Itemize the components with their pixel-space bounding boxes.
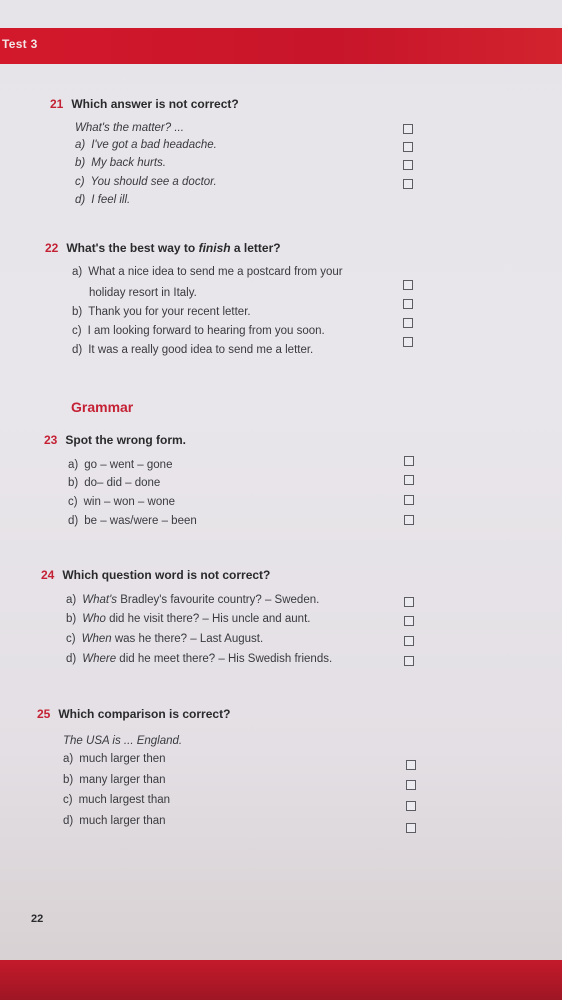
answer-checkbox[interactable] (403, 299, 413, 309)
answer-checkbox[interactable] (404, 495, 414, 505)
answer-checkbox[interactable] (404, 515, 414, 525)
option-a (75, 139, 217, 151)
question-text: Which answer is not correct? (71, 97, 239, 111)
option-text: much largest than (78, 794, 171, 806)
answer-checkbox[interactable] (404, 616, 414, 626)
answer-checkbox[interactable] (403, 160, 413, 170)
question-23 (44, 433, 186, 447)
option-letter: a) (72, 266, 83, 278)
option-b (75, 157, 166, 169)
option-letter: d) (66, 653, 77, 665)
option-d (68, 515, 197, 527)
option-c (66, 633, 263, 645)
option-text: It was a really good idea to send me a letter. (88, 344, 314, 356)
option-a-continued: holiday resort in Italy. (89, 287, 197, 299)
question-number: 24 (41, 568, 55, 582)
section-title-grammar: Grammar (71, 399, 134, 415)
option-letter: c) (66, 633, 76, 645)
option-b (68, 477, 160, 489)
option-text: do– did – done (84, 477, 161, 489)
option-b (66, 613, 310, 625)
option-text: What a nice idea to send me a postcard from your (88, 266, 343, 278)
option-letter: b) (68, 477, 79, 489)
option-letter: c) (75, 176, 85, 188)
option-a (68, 459, 172, 471)
answer-checkbox[interactable] (404, 597, 414, 607)
footer-band (0, 960, 562, 1000)
option-c (68, 496, 175, 508)
option-text: was he there? – Last August. (111, 633, 264, 645)
option-text: be – was/were – been (84, 515, 197, 527)
option-text: did he meet there? – His Swedish friends. (116, 653, 333, 665)
question-word: Where (82, 653, 117, 665)
answer-checkbox[interactable] (404, 656, 414, 666)
option-letter: a) (63, 753, 74, 765)
question-prompt: The USA is ... England. (63, 735, 183, 747)
question-text-emphasis: finish (198, 241, 231, 255)
option-d (72, 344, 313, 356)
option-d (75, 194, 130, 206)
option-text: I feel ill. (91, 194, 131, 206)
option-text: much larger than (79, 815, 166, 827)
answer-checkbox[interactable] (406, 760, 416, 770)
option-c (63, 794, 170, 806)
option-c (72, 325, 325, 337)
option-text: You should see a doctor. (90, 176, 217, 188)
option-letter: a) (75, 139, 86, 151)
option-letter: a) (68, 459, 79, 471)
option-c (75, 176, 217, 188)
answer-checkbox[interactable] (403, 337, 413, 347)
header-band (0, 28, 562, 64)
question-text: Which comparison is correct? (58, 707, 231, 721)
question-21 (50, 97, 239, 111)
question-text-a: What's the best way to (66, 241, 199, 255)
option-a (72, 266, 343, 278)
option-d (63, 815, 166, 827)
question-number: 22 (45, 241, 59, 255)
option-text: I am looking forward to hearing from you soon. (87, 325, 325, 337)
option-text: My back hurts. (91, 157, 167, 169)
question-25 (37, 707, 230, 721)
option-text: much larger then (79, 753, 166, 765)
answer-checkbox[interactable] (404, 475, 414, 485)
option-letter: b) (66, 613, 77, 625)
option-b (63, 774, 166, 786)
option-text: Bradley's favourite country? – Sweden. (117, 594, 320, 606)
option-letter: b) (63, 774, 74, 786)
answer-checkbox[interactable] (404, 456, 414, 466)
question-22 (45, 241, 281, 255)
option-text: go – went – gone (84, 459, 173, 471)
answer-checkbox[interactable] (403, 142, 413, 152)
answer-checkbox[interactable] (404, 636, 414, 646)
question-number: 25 (37, 707, 51, 721)
question-word: When (81, 633, 112, 645)
answer-checkbox[interactable] (406, 780, 416, 790)
question-prompt: What's the matter? ... (75, 122, 184, 134)
question-word: What's (82, 594, 118, 606)
page-number: 22 (31, 913, 44, 925)
option-text: did he visit there? – His uncle and aunt. (105, 613, 311, 625)
answer-checkbox[interactable] (403, 179, 413, 189)
option-text: I've got a bad headache. (91, 139, 217, 151)
answer-checkbox[interactable] (403, 318, 413, 328)
question-number: 21 (50, 97, 64, 111)
question-number: 23 (44, 433, 58, 447)
option-letter: b) (75, 157, 86, 169)
answer-checkbox[interactable] (406, 801, 416, 811)
option-b (72, 306, 251, 318)
option-letter: a) (66, 594, 77, 606)
option-letter: d) (72, 344, 83, 356)
option-a (63, 753, 166, 765)
option-letter: c) (63, 794, 73, 806)
option-letter: d) (75, 194, 86, 206)
option-a (66, 594, 319, 606)
option-letter: c) (68, 496, 78, 508)
question-text-b: a letter? (230, 241, 281, 255)
answer-checkbox[interactable] (403, 124, 413, 134)
question-24 (41, 568, 270, 582)
option-d (66, 653, 332, 665)
option-letter: b) (72, 306, 83, 318)
option-letter: c) (72, 325, 82, 337)
answer-checkbox[interactable] (406, 823, 416, 833)
option-letter: d) (63, 815, 74, 827)
option-text: many larger than (79, 774, 166, 786)
question-text: Which question word is not correct? (62, 568, 271, 582)
question-text: Spot the wrong form. (65, 433, 187, 447)
option-letter: d) (68, 515, 79, 527)
option-text: win – won – wone (83, 496, 176, 508)
option-text: Thank you for your recent letter. (88, 306, 251, 318)
question-word: Who (82, 613, 106, 625)
test-label: Test 3 (2, 37, 38, 51)
answer-checkbox[interactable] (403, 280, 413, 290)
